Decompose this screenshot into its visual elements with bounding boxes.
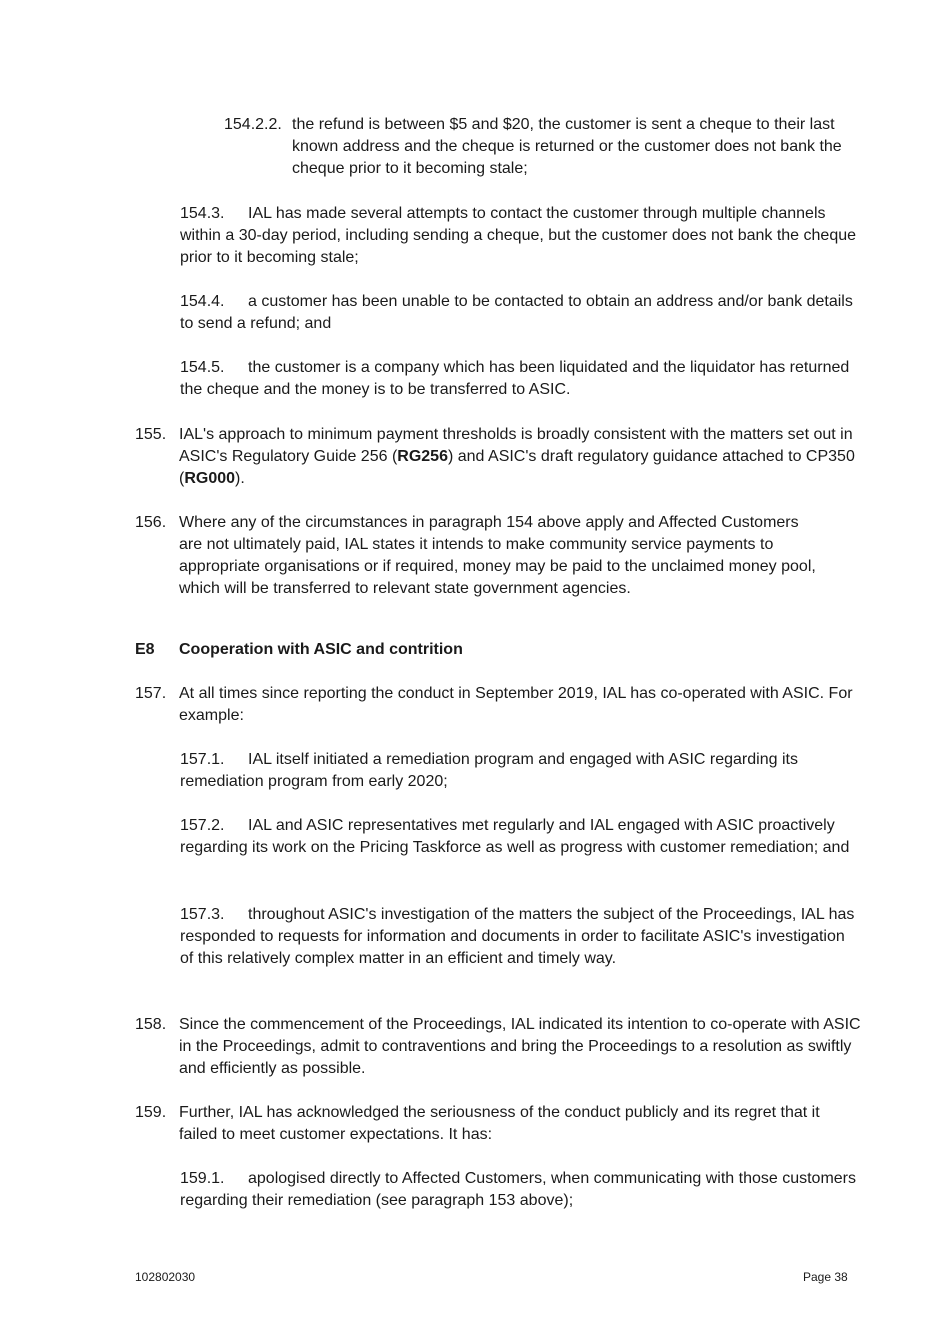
paragraph-number: 154.5. bbox=[180, 359, 225, 376]
paragraph-text: At all times since reporting the conduct in September 2019, IAL has co-operated with ASIC. For example: bbox=[179, 685, 853, 724]
paragraph-text: a customer has been unable to be contacted to obtain an address and/or bank details to send a refund; and bbox=[180, 293, 853, 332]
paragraph-number: 154.2.2. bbox=[224, 116, 282, 133]
paragraph-154-5 bbox=[180, 357, 860, 401]
paragraph-number: 155. bbox=[135, 426, 167, 443]
defined-term-rg000: RG000 bbox=[184, 470, 236, 487]
paragraph-156 bbox=[135, 512, 825, 600]
paragraph-number: 159. bbox=[135, 1104, 167, 1121]
paragraph-text: Since the commencement of the Proceedings, IAL indicated its intention to co-operate with ASIC in the Proceedings, admit to contraventions and bring the Proceedings to a resolution as swiftly and efficiently as possible. bbox=[179, 1016, 861, 1077]
paragraph-number: 157.3. bbox=[180, 906, 225, 923]
paragraph-number: 154.3. bbox=[180, 205, 225, 222]
paragraph-number: 156. bbox=[135, 514, 167, 531]
paragraph-159-1 bbox=[180, 1168, 860, 1212]
paragraph-number: 159.1. bbox=[180, 1170, 225, 1187]
paragraph-text: Further, IAL has acknowledged the seriousness of the conduct publicly and its regret that it failed to meet customer expectations. It has: bbox=[179, 1104, 820, 1143]
footer-doc-id: 102802030 bbox=[135, 1270, 196, 1284]
paragraph-number: 157.1. bbox=[180, 751, 225, 768]
paragraph-text: IAL and ASIC representatives met regularly and IAL engaged with ASIC proactively regarding its work on the Pricing Taskforce as well as progress with customer remediation; and bbox=[180, 817, 850, 856]
paragraph-text: IAL itself initiated a remediation program and engaged with ASIC regarding its remediation program from early 2020; bbox=[180, 751, 798, 790]
paragraph-text: IAL has made several attempts to contact the customer through multiple channels within a 30-day period, including sending a cheque, but the customer does not bank the cheque prior to it becoming stale; bbox=[180, 205, 857, 266]
footer-page-number: Page 38 bbox=[803, 1270, 848, 1284]
section-number: E8 bbox=[135, 641, 155, 658]
paragraph-159 bbox=[135, 1102, 855, 1146]
section-heading-e8 bbox=[135, 639, 463, 661]
paragraph-number: 157.2. bbox=[180, 817, 225, 834]
paragraph-number: 157. bbox=[135, 685, 167, 702]
section-title: Cooperation with ASIC and contrition bbox=[179, 641, 463, 658]
paragraph-154-4 bbox=[180, 291, 860, 335]
paragraph-157-3 bbox=[180, 904, 860, 970]
paragraph-154-2-2 bbox=[224, 114, 860, 180]
paragraph-text: Where any of the circumstances in paragraph 154 above apply and Affected Customers are not ultimately paid, IAL states it intends to make community service payments to appropriate organisations or if required, money may be paid to the unclaimed money pool, which will be transferred to relevant state government agencies. bbox=[179, 514, 816, 597]
paragraph-157-2 bbox=[180, 815, 850, 859]
paragraph-158 bbox=[135, 1014, 865, 1080]
paragraph-number: 158. bbox=[135, 1016, 167, 1033]
paragraph-157 bbox=[135, 683, 855, 727]
paragraph-text: the refund is between $5 and $20, the customer is sent a cheque to their last known address and the cheque is returned or the customer does not bank the cheque prior to it becoming stale; bbox=[292, 116, 842, 177]
paragraph-text: IAL's approach to minimum payment thresholds is broadly consistent with the matters set out in ASIC's Regulatory Guide 256 (RG256) and ASIC's draft regulatory guidance attached to CP350 (RG000). bbox=[179, 426, 855, 487]
paragraph-154-3 bbox=[180, 203, 860, 269]
paragraph-text: apologised directly to Affected Customers, when communicating with those customers regarding their remediation (see paragraph 153 above); bbox=[180, 1170, 856, 1209]
paragraph-157-1 bbox=[180, 749, 860, 793]
paragraph-text: the customer is a company which has been liquidated and the liquidator has returned the cheque and the money is to be transferred to ASIC. bbox=[180, 359, 850, 398]
defined-term-rg256: RG256 bbox=[397, 448, 448, 465]
paragraph-number: 154.4. bbox=[180, 293, 225, 310]
paragraph-155 bbox=[135, 424, 871, 490]
paragraph-text: throughout ASIC's investigation of the matters the subject of the Proceedings, IAL has responded to requests for information and documents in order to facilitate ASIC's investigation of this relatively complex matter in an efficient and timely way. bbox=[180, 906, 855, 967]
